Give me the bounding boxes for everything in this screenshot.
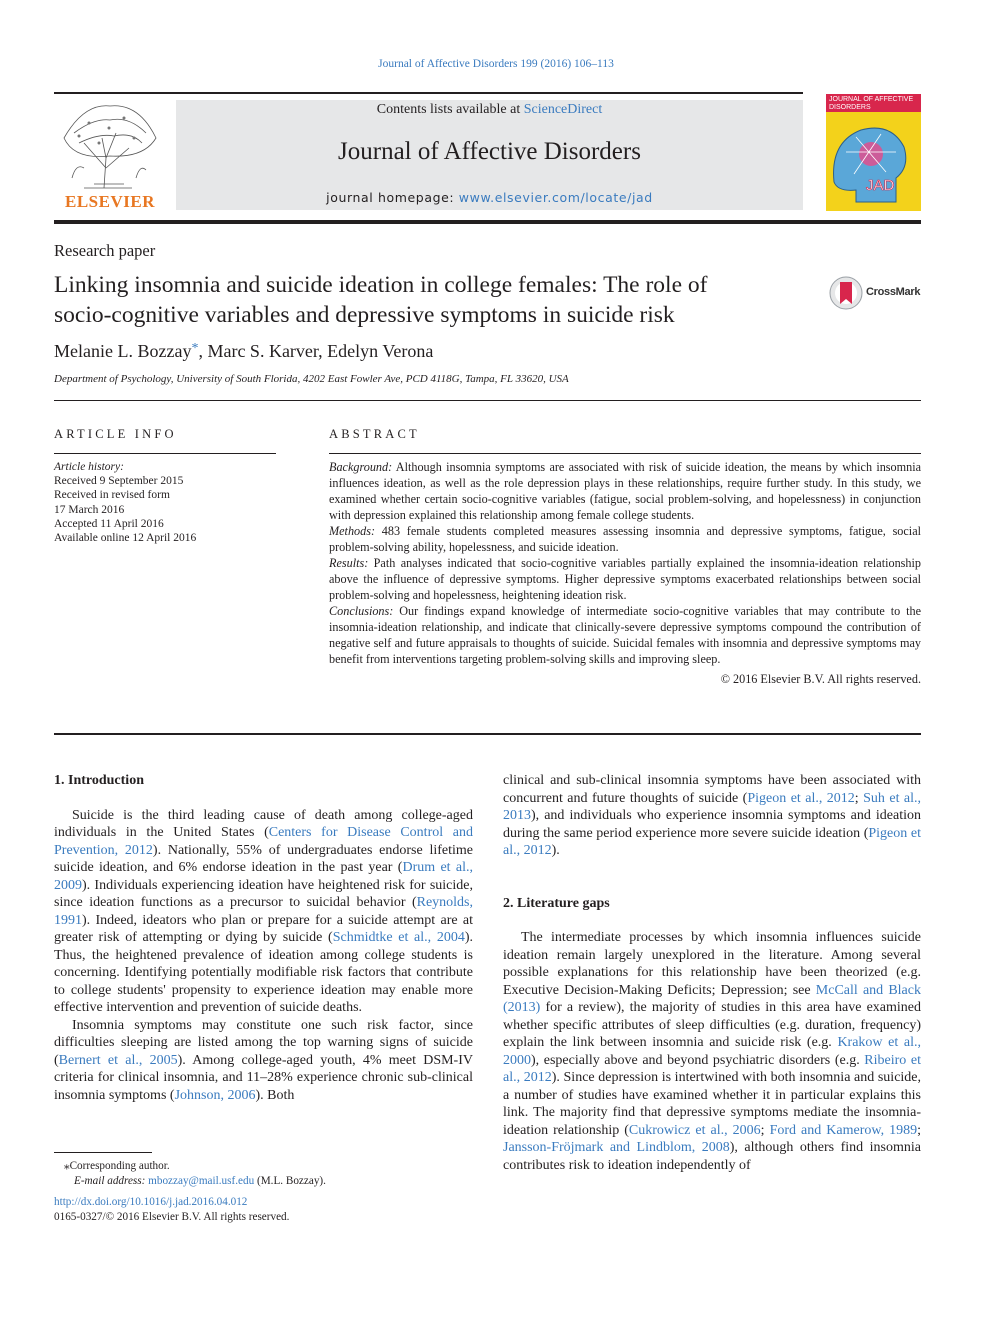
affiliation-rule: [54, 400, 921, 401]
journal-title: Journal of Affective Disorders: [338, 138, 641, 165]
issn-copyright: 0165-0327/© 2016 Elsevier B.V. All rights reserved.: [54, 1211, 290, 1223]
history-item: Received 9 September 2015: [54, 475, 184, 488]
history-item: Available online 12 April 2016: [54, 532, 197, 545]
citation-link[interactable]: Pigeon et al., 2012: [747, 790, 855, 806]
text-run: Suicide is the third leading cause of death among college-aged individuals in the United States (: [54, 807, 473, 840]
citation-link[interactable]: Pigeon et al., 2012: [503, 825, 921, 858]
email-label: E-mail address:: [74, 1175, 146, 1187]
crossmark-badge[interactable]: [829, 276, 921, 310]
text-run: ). Both: [255, 1087, 295, 1103]
homepage-link[interactable]: www.elsevier.com/locate/jad: [458, 190, 653, 205]
title-line-1: Linking insomnia and suicide ideation in college females: The role of: [54, 272, 708, 298]
abstract-rule: [329, 453, 921, 454]
conclusions-label: Conclusions:: [329, 604, 394, 618]
citation-link[interactable]: Cukrowicz et al., 2006: [628, 1122, 761, 1138]
citation-link[interactable]: Centers for Disease Control and Prevention, 2012: [54, 825, 474, 858]
citation-link[interactable]: Krakow et al., 2000: [503, 1035, 921, 1068]
article-type: Research paper: [54, 241, 156, 260]
background-label: Background:: [329, 460, 393, 474]
citation-link[interactable]: Jansson-Fröjmark and Lindblom, 2008: [503, 1140, 730, 1155]
crossmark-label: CrossMark: [866, 286, 921, 298]
text-run: for a review), the majority of studies in this area have examined whether specific attributes of sleep difficulties (e.g. duration, frequency) explain the link between insomnia and suicide risk (e.g.: [503, 1000, 921, 1050]
citation-link[interactable]: Johnson, 2006: [174, 1087, 256, 1103]
background-text: Although insomnia symptoms are associated with risk of suicide ideation, the means by which insomnia influences ideation, as well as the role depression plays in these relationships, require further study. In this study, we examined whether certain socio-cognitive variables (fatigue, social problem-solving, and hopelessness) in conjunction with depression explained this relationship among female college students.: [329, 460, 921, 522]
author-list: [54, 341, 433, 362]
left-column: [54, 772, 473, 1104]
citation-link[interactable]: McCall and Black (2013): [503, 982, 921, 1015]
homepage-prefix: journal homepage:: [326, 190, 455, 205]
abstract-heading: ABSTRACT: [329, 427, 420, 441]
methods-text: 483 female students completed measures assessing insomnia and depressive symptoms, fatigue, social problem-solving ability, hopelessness, and suicide ideation.: [329, 524, 921, 554]
intro-paragraph-2: [54, 1017, 473, 1105]
cover-title: JOURNAL OF AFFECTIVE DISORDERS: [826, 94, 921, 112]
text-run: ). Among college-aged youth, 4% meet DSM-IV criteria for clinical insomnia, and 11–28% experience chronic sub-clinical insomnia symptoms (: [54, 1052, 473, 1103]
history-item: Received in revised form: [54, 489, 170, 502]
text-run: The intermediate processes by which insomnia influences suicide ideation remain largely unexplored in the literature. Among several possible explanations for this relationship have been theorized (e.g. Executive Decision-Making Deficits; Depression; see: [503, 930, 921, 998]
text-run: ), although others find insomnia contributes risk to ideation independently of: [503, 1140, 921, 1173]
methods-label: Methods:: [329, 524, 376, 538]
section-heading-literature-gaps: 2. Literature gaps: [503, 895, 610, 911]
text-run: clinical and sub-clinical insomnia symptoms have been associated with concurrent and future thoughts of suicide (: [503, 773, 921, 806]
email-line: [54, 1174, 473, 1189]
affiliation: Department of Psychology, University of South Florida, 4202 East Fowler Ave, PCD 4118G, Tampa, FL 33620, USA: [54, 373, 569, 385]
abstract-copyright: © 2016 Elsevier B.V. All rights reserved.: [720, 672, 921, 686]
journal-header-box: [176, 100, 803, 210]
history-item: Accepted 11 April 2016: [54, 517, 164, 530]
abstract-methods: [329, 523, 921, 555]
sciencedirect-link[interactable]: ScienceDirect: [523, 102, 603, 117]
homepage-line: [176, 190, 803, 205]
text-run: ;: [854, 790, 864, 806]
abstract-conclusions: [329, 603, 921, 667]
contents-line: [176, 102, 803, 118]
email-suffix: (M.L. Bozzay).: [256, 1175, 326, 1187]
other-authors: , Marc S. Karver, Edelyn Verona: [198, 341, 434, 361]
cover-head-icon: [826, 112, 921, 211]
continued-paragraph: [503, 772, 921, 860]
citation-link[interactable]: Ford and Kamerow, 1989: [769, 1122, 918, 1138]
email-link[interactable]: mbozzay@mail.usf.edu: [148, 1175, 255, 1187]
citation-link[interactable]: Drum et al., 2009: [54, 860, 473, 893]
history-label: Article history:: [54, 461, 124, 473]
title-line-2: socio-cognitive variables and depressive symptoms in suicide risk: [54, 302, 675, 328]
text-run: ), and individuals who experience insomnia symptoms and ideation during the same period experience more severe suicide ideation (: [503, 808, 921, 841]
doi-link[interactable]: http://dx.doi.org/10.1016/j.jad.2016.04.012: [54, 1196, 248, 1208]
conclusions-text: Our findings expand knowledge of intermediate socio-cognitive variables that may contribute to the insomnia-ideation relationship, and indicate that clinically-severe depressive symptoms compound the contribution of negative self and future appraisals to thoughts of suicide. Suicidal females with insomnia and depressive symptoms may benefit from interventions targeting problem-solving skills and improving sleep.: [329, 604, 922, 666]
text-run: ). Since depression is intertwined with both insomnia and suicide, a number of studies have examined whether it in particular explains this link. The majority find that depressive symptoms mediate the insomnia-ideation relationship (: [503, 1070, 922, 1138]
text-run: ). Thus, the heightened prevalence of ideation among college students is concerning. Identifying potentially modifiable risk factors that contribute to college students' propensity to experience ideation may enable more effective intervention and prevention of suicide deaths.: [54, 930, 474, 1015]
abstract-bottom-rule: [54, 733, 921, 735]
header-bottom-rule: [54, 220, 921, 224]
right-column: [503, 772, 921, 1174]
abstract-background: [329, 459, 921, 523]
results-label: Results:: [329, 556, 369, 570]
crossmark-icon: [829, 276, 863, 310]
publisher-name: ELSEVIER: [65, 192, 155, 211]
author-bozzay[interactable]: Melanie L. Bozzay: [54, 341, 192, 361]
text-run: ). Nationally, 55% of undergraduates endorse lifetime suicide ideation, and 6% endorse ideation in the past year (: [54, 842, 474, 875]
abstract-results: [329, 555, 921, 603]
citation-link[interactable]: Ribeiro et al., 2012: [503, 1052, 921, 1085]
text-run: ). Individuals experiencing ideation have heightened risk for suicide, since ideation functions as a precursor to suicidal behavior (: [54, 877, 473, 910]
article-title: [54, 270, 824, 330]
corresponding-author-note: ⁎Corresponding author.: [64, 1160, 170, 1172]
cover-badge: JAD: [866, 177, 895, 194]
article-history: [54, 460, 276, 545]
text-run: Insomnia symptoms may constitute one such risk factor, since difficulties sleeping are listed among the top warning signs of suicide (: [54, 1017, 473, 1068]
article-info-heading: ARTICLE INFO: [54, 427, 177, 441]
article-info-rule: [54, 453, 276, 454]
abstract-body: [329, 459, 921, 687]
corresponding-author-mark[interactable]: *: [191, 341, 199, 356]
citation-link[interactable]: Reynolds, 1991: [54, 895, 473, 928]
citation-link[interactable]: Bernert et al., 2005: [58, 1052, 178, 1068]
intro-paragraph-1: [54, 807, 473, 1017]
text-run: ;: [917, 1122, 922, 1138]
text-run: ). Indeed, ideators who plan or prepare for a suicide attempt are at greater risk of attempting or dying by suicide (: [54, 912, 473, 945]
text-run: ).: [551, 843, 560, 858]
text-run: ;: [760, 1122, 770, 1138]
results-text: Path analyses indicated that socio-cognitive variables partially explained the insomnia-ideation relationship above the influence of depressive symptoms. Higher depressive symptoms exacerbated relationships between social problem-solving and hopelessness, heightening ideation risk.: [329, 556, 921, 602]
citation-link[interactable]: Suh et al., 2013: [503, 790, 921, 823]
journal-citation[interactable]: Journal of Affective Disorders 199 (2016) 106–113: [378, 58, 614, 70]
header-top-rule: [54, 92, 803, 94]
section-heading-introduction: 1. Introduction: [54, 773, 144, 788]
footnote-rule: [54, 1152, 152, 1153]
contents-prefix: Contents lists available at: [376, 102, 521, 117]
history-item: 17 March 2016: [54, 503, 125, 516]
footnote: [54, 1159, 473, 1225]
literature-gaps-paragraph: [503, 929, 921, 1174]
citation-link[interactable]: Schmidtke et al., 2004: [332, 930, 465, 945]
text-run: ), especially above and beyond psychiatric disorders (e.g.: [531, 1052, 865, 1068]
journal-cover: [826, 94, 921, 211]
